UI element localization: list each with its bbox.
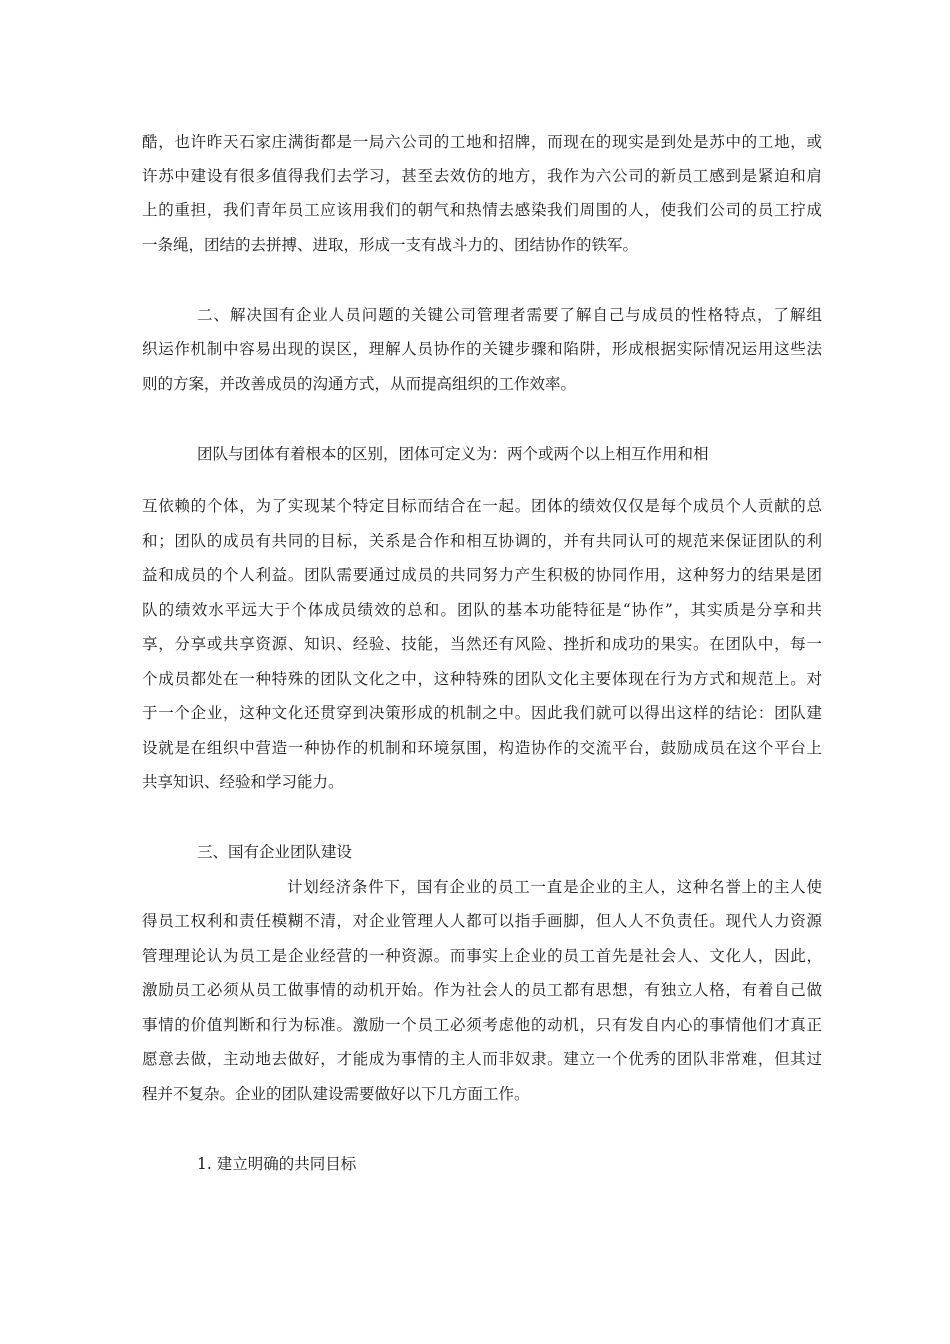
paragraph-2-line-3: 则的方案，并改善成员的沟通方式，从而提高组织的工作效率。 xyxy=(142,375,577,393)
paragraph-4-line-2: 和；团队的成员有共同的目标，关系是合作和相互协调的，并有共同认可的规范来保证团队的利 xyxy=(142,532,822,550)
paragraph-5-line-7: 程并不复杂。企业的团队建设需要做好以下几方面工作。 xyxy=(142,1085,530,1103)
paragraph-4-line-5: 享，分享或共享资源、知识、经验、技能，当然还有风险、挫折和成功的果实。在团队中，每一 xyxy=(142,635,822,653)
paragraph-1-line-2: 许苏中建设有很多值得我们去学习，甚至去效仿的地方，我作为六公司的新员工感到是紧迫和肩 xyxy=(142,167,822,185)
paragraph-2-line-2: 织运作机制中容易出现的误区，理解人员协作的关键步骤和陷阱，形成根据实际情况运用这些法 xyxy=(142,340,822,358)
paragraph-5-line-3: 管理理论认为员工是企业经营的一种资源。而事实上企业的员工首先是社会人、文化人，因此， xyxy=(142,947,822,965)
paragraph-4-line-3: 益和成员的个人利益。团队需要通过成员的共同努力产生积极的协同作用，这种努力的结果是团 xyxy=(142,566,822,584)
section-heading-4: 1. 建立明确的共同目标 xyxy=(197,1155,357,1173)
paragraph-4-line-8: 设就是在组织中营造一种协作的机制和环境氛围，构造协作的交流平台，鼓励成员在这个平台上 xyxy=(142,739,822,757)
paragraph-1-line-3: 上的重担，我们青年员工应该用我们的朝气和热情去感染我们周围的人，使我们公司的员工拧成 xyxy=(142,201,822,219)
paragraph-4-line-7: 于一个企业，这种文化还贯穿到决策形成的机制之中。因此我们就可以得出这样的结论：团队建 xyxy=(142,704,822,722)
section-heading-3: 三、国有企业团队建设 xyxy=(197,843,353,861)
paragraph-5-line-5: 事情的价值判断和行为标准。激励一个员工必须考虑他的动机，只有发自内心的事情他们才真正 xyxy=(142,1016,822,1034)
paragraph-4-line-1: 互依赖的个体，为了实现某个特定目标而结合在一起。团体的绩效仅仅是每个成员个人贡献的总 xyxy=(142,497,822,515)
paragraph-4-line-4: 队的绩效水平远大于个体成员绩效的总和。团队的基本功能特征是“协作”，其实质是分享和共 xyxy=(142,601,822,619)
paragraph-1-line-1: 酷，也许昨天石家庄满街都是一局六公司的工地和招牌，而现在的现实是到处是苏中的工地，或 xyxy=(142,133,822,151)
paragraph-3-line-1: 团队与团体有着根本的区别，团体可定义为：两个或两个以上相互作用和相 xyxy=(197,445,709,463)
paragraph-4-line-6: 个成员都处在一种特殊的团队文化之中，这种特殊的团队文化主要体现在行为方式和规范上。对 xyxy=(142,670,822,688)
paragraph-5-line-2: 得员工权利和责任模糊不清，对企业管理人人都可以指手画脚，但人人不负责任。现代人力资源 xyxy=(142,912,822,930)
paragraph-5-line-6: 愿意去做，主动地去做好，才能成为事情的主人而非奴隶。建立一个优秀的团队非常难，但其过 xyxy=(142,1050,822,1068)
paragraph-5-line-4: 激励员工必须从员工做事情的动机开始。作为社会人的员工都有思想，有独立人格，有着自己做 xyxy=(142,981,822,999)
paragraph-1-line-4: 一条绳，团结的去拼搏、进取，形成一支有战斗力的、团结协作的铁军。 xyxy=(142,236,639,254)
paragraph-2-line-1: 二、解决国有企业人员问题的关键公司管理者需要了解自己与成员的性格特点，了解组 xyxy=(197,306,822,324)
paragraph-4-line-9: 共享知识、经验和学习能力。 xyxy=(142,773,344,791)
paragraph-5-line-1: 计划经济条件下，国有企业的员工一直是企业的主人，这种名誉上的主人使 xyxy=(287,878,822,896)
